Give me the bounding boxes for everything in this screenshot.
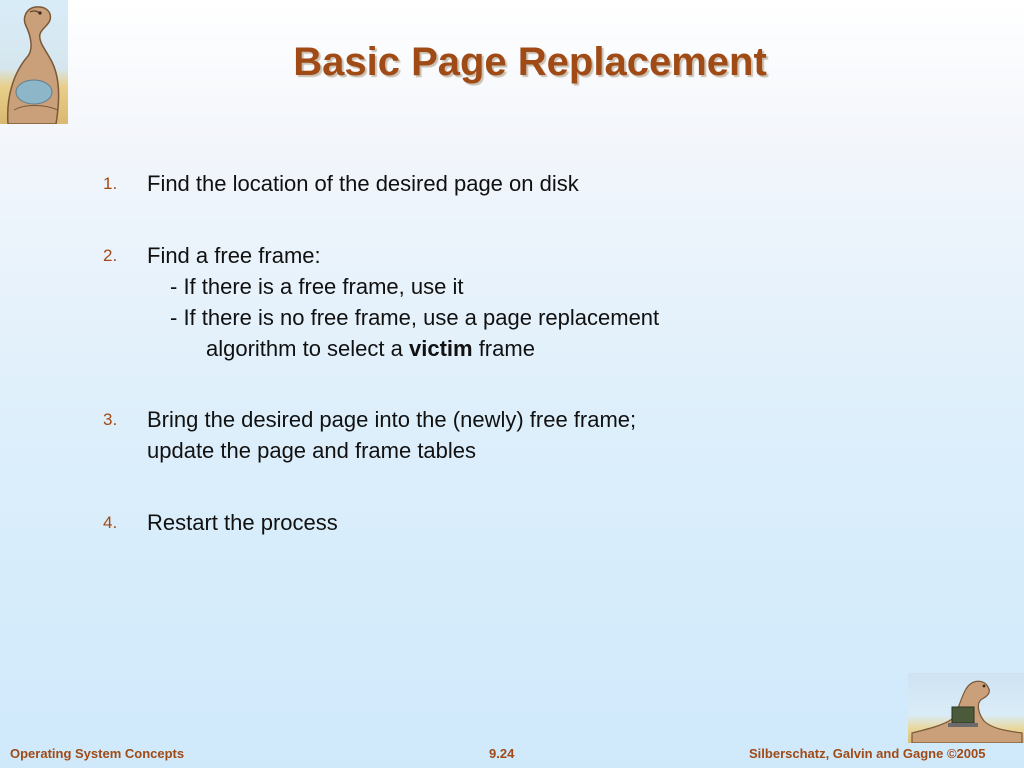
item-number: 1. [103, 174, 118, 193]
victim-keyword: victim [408, 336, 473, 361]
dinosaur-laptop-logo [908, 673, 1024, 743]
item-number: 3. [103, 410, 118, 429]
footer-copyright: Silberschatz, Galvin and Gagne ©2005 [749, 746, 986, 761]
slide-title: Basic Page Replacement [293, 40, 767, 84]
item-text: Bring the desired page into the (newly) free frame; [147, 407, 637, 432]
item-number: 2. [103, 246, 118, 265]
footer-course: Operating System Concepts [10, 746, 185, 761]
item-text: Restart the process [147, 510, 338, 535]
dinosaur-laptop-icon [908, 673, 1024, 743]
item-text: Find a free frame: [147, 243, 321, 268]
item-subtext [206, 336, 535, 362]
item-text-continued: update the page and frame tables [147, 438, 477, 463]
item-subtext-start: algorithm to select a [206, 336, 409, 361]
item-subtext-end: frame [472, 336, 535, 361]
item-text: Find the location of the desired page on disk [147, 171, 579, 196]
item-subtext: - If there is no free frame, use a page replacement [170, 305, 660, 330]
item-subtext: - If there is a free frame, use it [170, 274, 464, 299]
item-number: 4. [103, 513, 118, 532]
footer-page-number: 9.24 [489, 746, 515, 761]
